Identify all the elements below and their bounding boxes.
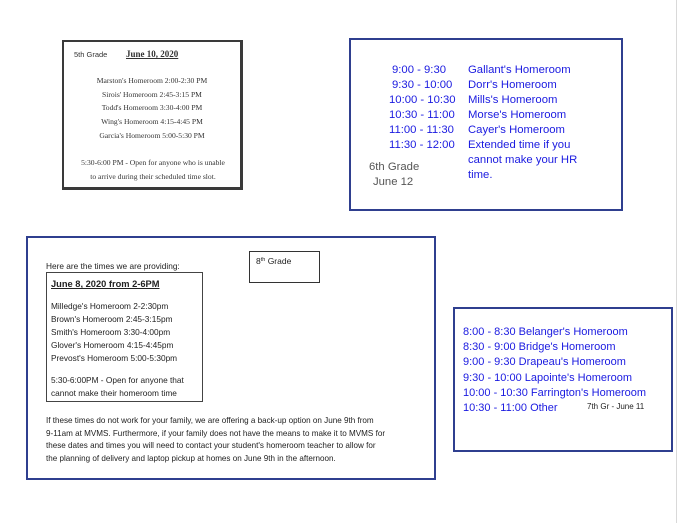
paragraph-line: the planning of delivery and laptop pickup at homes on June 9th in the afternoon. — [46, 453, 336, 463]
eighth-grade-label — [256, 256, 291, 266]
schedule-row: 8:00 - 8:30 Belanger's Homeroom — [463, 326, 628, 338]
schedule-row — [351, 109, 621, 124]
time-slot: 9:30 - 10:00 — [392, 79, 453, 91]
eighth-grade-schedule-card — [26, 236, 436, 480]
homeroom-row: Todd's Homeroom 3:30-4:00 PM — [101, 103, 203, 113]
schedule-row — [351, 64, 621, 79]
eighth-grade-schedule-box — [46, 272, 203, 402]
sixth-grade-label: 6th Grade — [369, 161, 420, 173]
homeroom-name: Cayer's Homeroom — [468, 124, 565, 136]
schedule-row — [351, 139, 621, 154]
time-slot: 10:00 - 10:30 — [389, 94, 456, 106]
homeroom-name: Dorr's Homeroom — [468, 79, 557, 91]
grade-number: 8 — [256, 256, 261, 266]
time-slot: 10:30 - 11:00 — [389, 109, 455, 121]
homeroom-row: Wing's Homeroom 4:15-4:45 PM — [101, 117, 203, 127]
eighth-grade-intro: Here are the times we are providing: — [46, 261, 180, 271]
schedule-row: 9:00 - 9:30 Drapeau's Homeroom — [463, 356, 626, 369]
fifth-grade-label: 5th Grade — [74, 50, 108, 59]
extended-time-text: cannot make your HR — [468, 154, 578, 166]
extended-time-text: time. — [468, 169, 493, 181]
paragraph-line: 9-11am at MVMS. Furthermore, if your family does not have the means to make it to MVMS for — [46, 428, 386, 438]
schedule-row — [351, 79, 621, 94]
schedule-row: 8:30 - 9:00 Bridge's Homeroom — [463, 341, 616, 354]
eighth-grade-open-slot-note — [51, 374, 201, 399]
note-line: cannot make their homeroom time — [51, 387, 177, 398]
grade-ordinal: th — [260, 257, 266, 263]
homeroom-name: Gallant's Homeroom — [468, 64, 571, 76]
homeroom-name: Extended time if you — [468, 139, 571, 151]
homeroom-row: Garcia's Homeroom 5:00-5:30 PM — [99, 130, 205, 140]
note-line: 5:30-6:00PM - Open for anyone that — [51, 375, 184, 385]
fifth-grade-header — [74, 50, 234, 59]
paragraph-line: these dates and times you will need to contact your student's homeroom teacher to allow for — [46, 441, 376, 450]
schedule-row — [351, 94, 621, 109]
seventh-grade-schedule-card — [453, 307, 673, 452]
homeroom-row: Milledge's Homeroom 2-2:30pm — [51, 301, 169, 311]
homeroom-row: Marston's Homeroom 2:00-2:30 PM — [96, 76, 208, 85]
schedule-row: 10:30 - 11:00 Other — [463, 402, 558, 415]
time-slot: 9:00 - 9:30 — [392, 64, 447, 76]
schedule-row — [351, 124, 621, 139]
fifth-grade-schedule-card — [62, 40, 243, 190]
homeroom-row: Brown's Homeroom 2:45-3:15pm — [51, 314, 173, 324]
homeroom-row: Smith's Homeroom 3:30-4:00pm — [51, 327, 171, 337]
note-line: 5:30-6:00 PM - Open for anyone who is unable — [81, 158, 225, 167]
eighth-grade-date: June 8, 2020 from 2-6PM — [51, 279, 160, 289]
fifth-grade-open-slot-note — [68, 156, 238, 184]
seventh-grade-label: 7th Gr - June 11 — [587, 402, 645, 411]
schedule-row: 10:00 - 10:30 Farrington's Homeroom — [463, 386, 647, 399]
paragraph-line: If these times do not work for your family, we are offering a back-up option on June 9th from — [46, 416, 374, 425]
homeroom-row: Glover's Homeroom 4:15-4:45pm — [51, 340, 174, 350]
eighth-grade-backup-paragraph — [46, 415, 428, 465]
sixth-grade-schedule-card — [349, 38, 623, 211]
note-line: to arrive during their scheduled time slot. — [90, 172, 216, 181]
homeroom-name: Mills's Homeroom — [468, 94, 558, 106]
eighth-grade-label-box — [249, 251, 320, 283]
time-slot: 11:00 - 11:30 — [389, 124, 454, 136]
homeroom-row: Sirois' Homeroom 2:45-3:15 PM — [102, 89, 202, 99]
grade-word: Grade — [265, 256, 292, 266]
sixth-grade-date: June 12 — [373, 176, 414, 188]
homeroom-name: Morse's Homeroom — [468, 109, 567, 121]
page-edge-divider — [676, 0, 677, 523]
fifth-grade-date: June 10, 2020 — [126, 49, 179, 59]
schedule-row: 9:30 - 10:00 Lapointe's Homeroom — [463, 371, 633, 384]
eighth-grade-homeroom-list — [51, 300, 177, 365]
fifth-grade-homeroom-list — [64, 74, 240, 143]
homeroom-row: Prevost's Homeroom 5:00-5:30pm — [51, 353, 178, 363]
time-slot: 11:30 - 12:00 — [389, 139, 455, 151]
